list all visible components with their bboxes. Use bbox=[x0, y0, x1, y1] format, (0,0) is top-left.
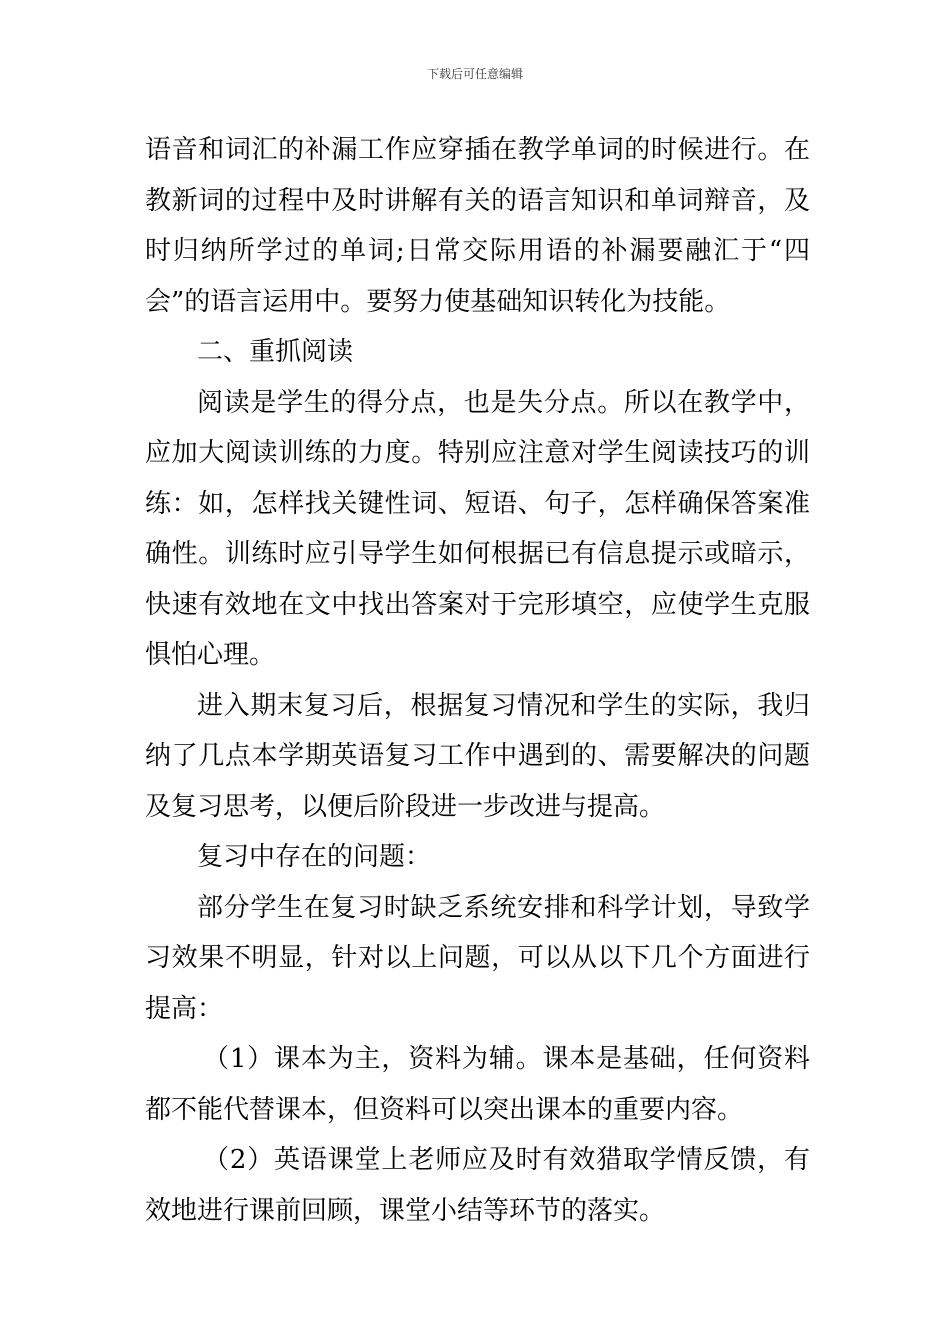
list-item-1: （1）课本为主，资料为辅。课本是基础，任何资料都不能代替课本，但资料可以突出课本的重要内容。 bbox=[145, 1044, 810, 1125]
subheading-problems: 复习中存在的问题： bbox=[197, 842, 432, 872]
section-heading-reading: 二、重抓阅读 bbox=[197, 337, 354, 367]
paragraph-reading: 阅读是学生的得分点，也是失分点。所以在教学中，应加大阅读训练的力度。特别应注意对学生阅读技巧的训练：如，怎样找关键性词、短语、句子，怎样确保答案准确性。训练时应引导学生如何根据已有信息提示或暗示，快速有效地在文中找出答案对于完形填空，应使学生克服惧怕心理。 bbox=[145, 387, 810, 670]
page-header: 下载后可任意编辑 bbox=[426, 67, 523, 81]
paragraph-vocab-review: 语音和词汇的补漏工作应穿插在教学单词的时候进行。在教新词的过程中及时讲解有关的语言知识和单词辩音，及时归纳所学过的单词;日常交际用语的补漏要融汇于“四会”的语言运用中。要努力使基础知识转化为技能。 bbox=[145, 135, 810, 317]
paragraph-problems: 部分学生在复习时缺乏系统安排和科学计划，导致学习效果不明显，针对以上问题，可以从以下几个方面进行提高： bbox=[145, 892, 810, 1024]
paragraph-final-review: 进入期末复习后，根据复习情况和学生的实际，我归纳了几点本学期英语复习工作中遇到的、需要解决的问题及复习思考，以便后阶段进一步改进与提高。 bbox=[145, 690, 810, 822]
list-item-2: （2）英语课堂上老师应及时有效猎取学情反馈，有效地进行课前回顾，课堂小结等环节的落实。 bbox=[145, 1145, 810, 1226]
document-body bbox=[145, 125, 810, 1236]
